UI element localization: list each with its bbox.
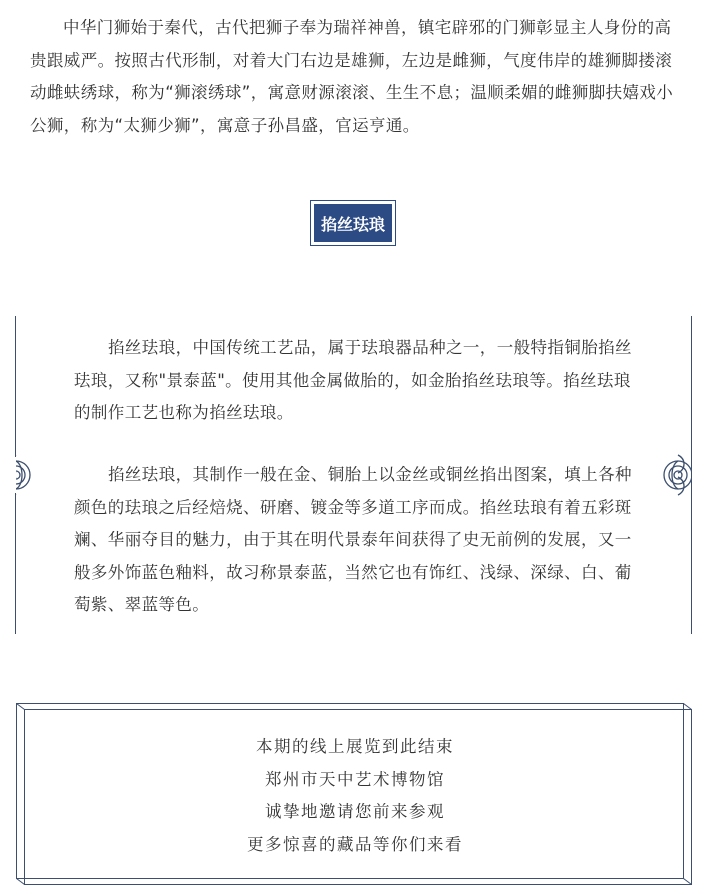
cloud-scroll-icon	[660, 449, 694, 501]
section-title-badge	[310, 200, 396, 246]
closing-line: 郑州市天中艺术博物馆	[265, 769, 445, 789]
closing-line: 诚挚地邀请您前来参观	[265, 802, 445, 821]
section-title: 掐丝珐琅	[314, 204, 392, 242]
body-paragraph-2: 掐丝珐琅，其制作一般在金、铜胎上以金丝或铜丝掐出图案，填上各种颜色的珐琅之后经焙烧、研磨、镀金等多道工序而成。掐丝珐琅有着五彩斑斓、华丽夺目的魅力，由于其在明代景泰年间获得了史无前例的发展，又一般多外饰蓝色釉料，故习称景泰蓝，当然它也有饰红、浅绿、深绿、白、葡萄紫、翠蓝等色。	[74, 465, 632, 614]
intro-paragraph: 中华门狮始于秦代，古代把狮子奉为瑞祥神兽，镇宅辟邪的门狮彰显主人身份的高贵跟威严。按照古代形制，对着大门右边是雄狮，左边是雌狮，气度伟岸的雄狮脚搂滚动雌蚨绣球，称为“狮滚绣球”，寓意财源滚滚、生生不息；温顺柔媚的雌狮脚扶嬉戏小公狮，称为“太狮少狮”，寓意子孙昌盛，官运亨通。	[30, 18, 674, 135]
closing-line: 更多惊喜的藏品等你们来看	[247, 834, 463, 854]
closing-line: 本期的线上展览到此结束	[256, 737, 454, 756]
body-paragraph-1: 掐丝珐琅，中国传统工艺品，属于珐琅器品种之一，一般特指铜胎掐丝珐琅，又称"景泰蓝"。使用其他金属做胎的，如金胎掐丝珐琅等。掐丝珐琅的制作工艺也称为掐丝珐琅。	[74, 338, 632, 422]
cloud-scroll-icon	[0, 449, 34, 501]
closing-text	[0, 731, 710, 861]
